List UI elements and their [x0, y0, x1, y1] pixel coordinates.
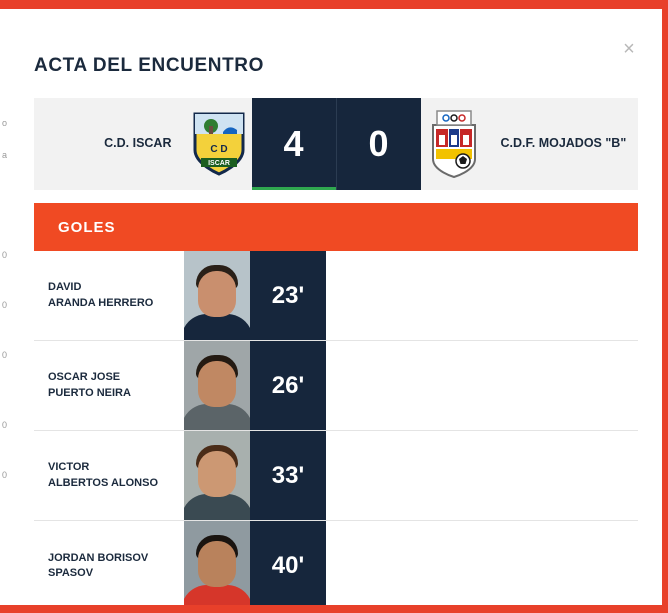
scorer-name-line1: VICTOR [48, 461, 90, 474]
away-team-crest-icon [421, 98, 487, 190]
scorer-name-line1: DAVID [48, 281, 82, 294]
scorer-name-line1: JORDAN BORISOV [48, 551, 149, 564]
goals-list [34, 251, 638, 603]
top-accent-bar [0, 0, 668, 9]
scorer-name [34, 431, 184, 520]
background-mark-3: 0 [2, 300, 8, 310]
scorer-name [34, 341, 184, 430]
svg-text:ISCAR: ISCAR [207, 160, 230, 167]
scorer-name-line2: PUERTO NEIRA [48, 386, 131, 399]
scorer-name-line1: OSCAR JOSE [48, 371, 121, 384]
svg-text:C D: C D [209, 144, 228, 155]
home-team-crest-icon [186, 98, 252, 190]
scorer-name-line2: ARANDA HERRERO [48, 296, 154, 309]
table-row[interactable] [34, 431, 638, 521]
goal-minute: 33' [250, 431, 326, 520]
goal-row-empty-cell [326, 431, 638, 520]
bottom-accent-bar [0, 605, 668, 613]
player-photo [184, 521, 250, 605]
scorer-name-line2: SPASOV [48, 567, 94, 579]
player-photo [184, 341, 250, 430]
table-row[interactable] [34, 521, 638, 605]
scorer-name-line2: ALBERTOS ALONSO [48, 476, 159, 489]
goal-row-empty-cell [326, 341, 638, 430]
right-accent-bar [662, 0, 668, 613]
scoreboard [34, 98, 638, 190]
goals-section-header [34, 203, 638, 251]
scorer-name [34, 521, 184, 605]
goal-row-empty-cell [326, 251, 638, 340]
goals-section-label: GOLES [58, 218, 116, 236]
away-team-name: C.D.F. MOJADOS "B" [500, 136, 627, 151]
background-mark-4: 0 [2, 350, 8, 360]
background-mark-6: 0 [2, 470, 8, 480]
close-icon[interactable]: × [623, 38, 635, 60]
match-report-modal [10, 9, 662, 605]
home-score: 4 [252, 98, 336, 190]
background-mark-1: a [2, 150, 8, 160]
player-photo [184, 251, 250, 340]
goal-minute: 26' [250, 341, 326, 430]
table-row[interactable] [34, 341, 638, 431]
scorer-name [34, 251, 184, 340]
page-title: ACTA DEL ENCUENTRO [34, 55, 265, 76]
background-mark-0: o [2, 118, 8, 128]
home-team-name: C.D. ISCAR [104, 136, 172, 151]
background-mark-5: 0 [2, 420, 8, 430]
background-mark-2: 0 [2, 250, 8, 260]
goal-row-empty-cell [326, 521, 638, 605]
goal-minute: 40' [250, 521, 326, 605]
goal-minute: 23' [250, 251, 326, 340]
table-row[interactable] [34, 251, 638, 341]
player-photo [184, 431, 250, 520]
away-score: 0 [337, 98, 421, 190]
